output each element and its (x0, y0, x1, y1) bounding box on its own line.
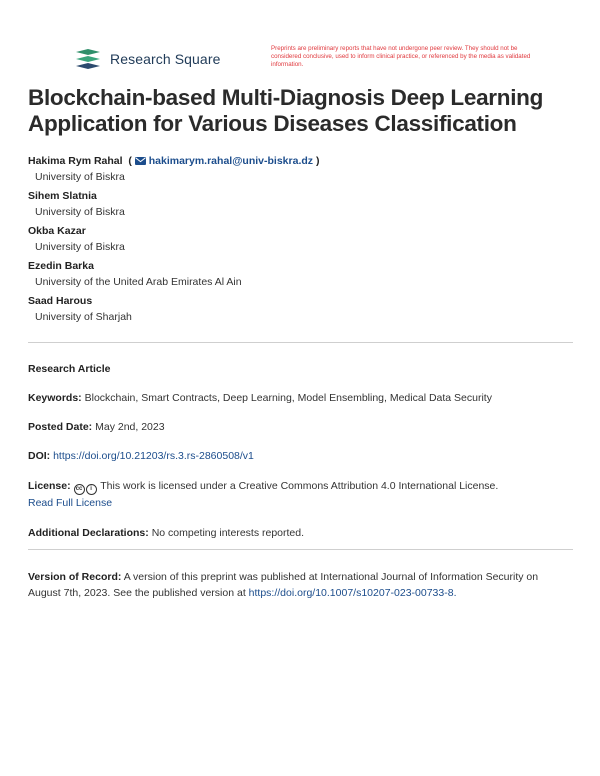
article-type (28, 361, 573, 377)
logo-word-square: Square (174, 51, 221, 67)
posted-date (28, 419, 573, 435)
license (28, 478, 573, 511)
version-of-record (28, 569, 573, 601)
keywords-label: Keywords: (28, 392, 82, 404)
read-full-license-link[interactable]: Read Full License (28, 497, 113, 509)
author-affiliation: University of Sharjah (35, 311, 132, 323)
logo-word-research: Research (110, 51, 171, 67)
published-version-link[interactable]: https://doi.org/10.1007/s10207-023-00733-8. (248, 587, 457, 599)
declarations-value: No competing interests reported. (151, 527, 305, 539)
doi (28, 448, 573, 464)
license-label: License: (28, 480, 71, 492)
keywords-value: Blockchain, Smart Contracts, Deep Learning, Model Ensembling, Medical Data Security (84, 392, 492, 404)
preprint-notice: Preprints are preliminary reports that have not undergone peer review. They should not be considered conclusive, used to inform clinical practice, or referenced by the media as validated information. (271, 45, 531, 68)
paper-title: Blockchain-based Multi-Diagnosis Deep Learning Application for Various Diseases Classification (28, 85, 544, 136)
divider (28, 342, 573, 343)
corresponding-author-contact: ( hakimarym.rahal@univ-biskra.dz ) (125, 155, 320, 167)
research-square-logo[interactable] (74, 48, 220, 70)
author-name: Okba Kazar (28, 225, 86, 237)
author-affiliation: University of the United Arab Emirates Al Ain (35, 276, 242, 288)
cc-icon: cc (74, 484, 85, 495)
version-of-record-label: Version of Record: (28, 571, 122, 583)
license-text: This work is licensed under a Creative Commons Attribution 4.0 International License. (100, 480, 499, 492)
posted-date-value: May 2nd, 2023 (95, 421, 165, 433)
article-type-label: Research Article (28, 363, 111, 375)
divider (28, 549, 573, 550)
envelope-icon (135, 157, 146, 165)
author-affiliation: University of Biskra (35, 241, 125, 253)
doi-label: DOI: (28, 450, 51, 462)
additional-declarations (28, 525, 573, 541)
declarations-label: Additional Declarations: (28, 527, 149, 539)
logo-text (110, 51, 220, 67)
author-entry (28, 223, 573, 256)
keywords (28, 390, 573, 406)
cc-by-icon: i (86, 484, 97, 495)
author-email-link[interactable]: hakimarym.rahal@univ-biskra.dz (148, 155, 314, 167)
author-name: Saad Harous (28, 295, 93, 307)
posted-date-label: Posted Date: (28, 421, 93, 433)
author-affiliation: University of Biskra (35, 171, 125, 183)
research-square-logo-icon (74, 48, 102, 70)
author-entry (28, 188, 573, 221)
author-entry (28, 293, 573, 326)
doi-link[interactable]: https://doi.org/10.21203/rs.3.rs-2860508/v1 (53, 450, 254, 462)
author-list (28, 153, 573, 328)
version-of-record-text: A version of this preprint was published at International Journal of Information Security on August 7th, 2023. See the published version at (28, 571, 539, 599)
author-entry (28, 153, 573, 186)
author-name: Hakima Rym Rahal (28, 155, 123, 167)
author-name: Sihem Slatnia (28, 190, 97, 202)
author-entry (28, 258, 573, 291)
author-affiliation: University of Biskra (35, 206, 125, 218)
author-name: Ezedin Barka (28, 260, 94, 272)
